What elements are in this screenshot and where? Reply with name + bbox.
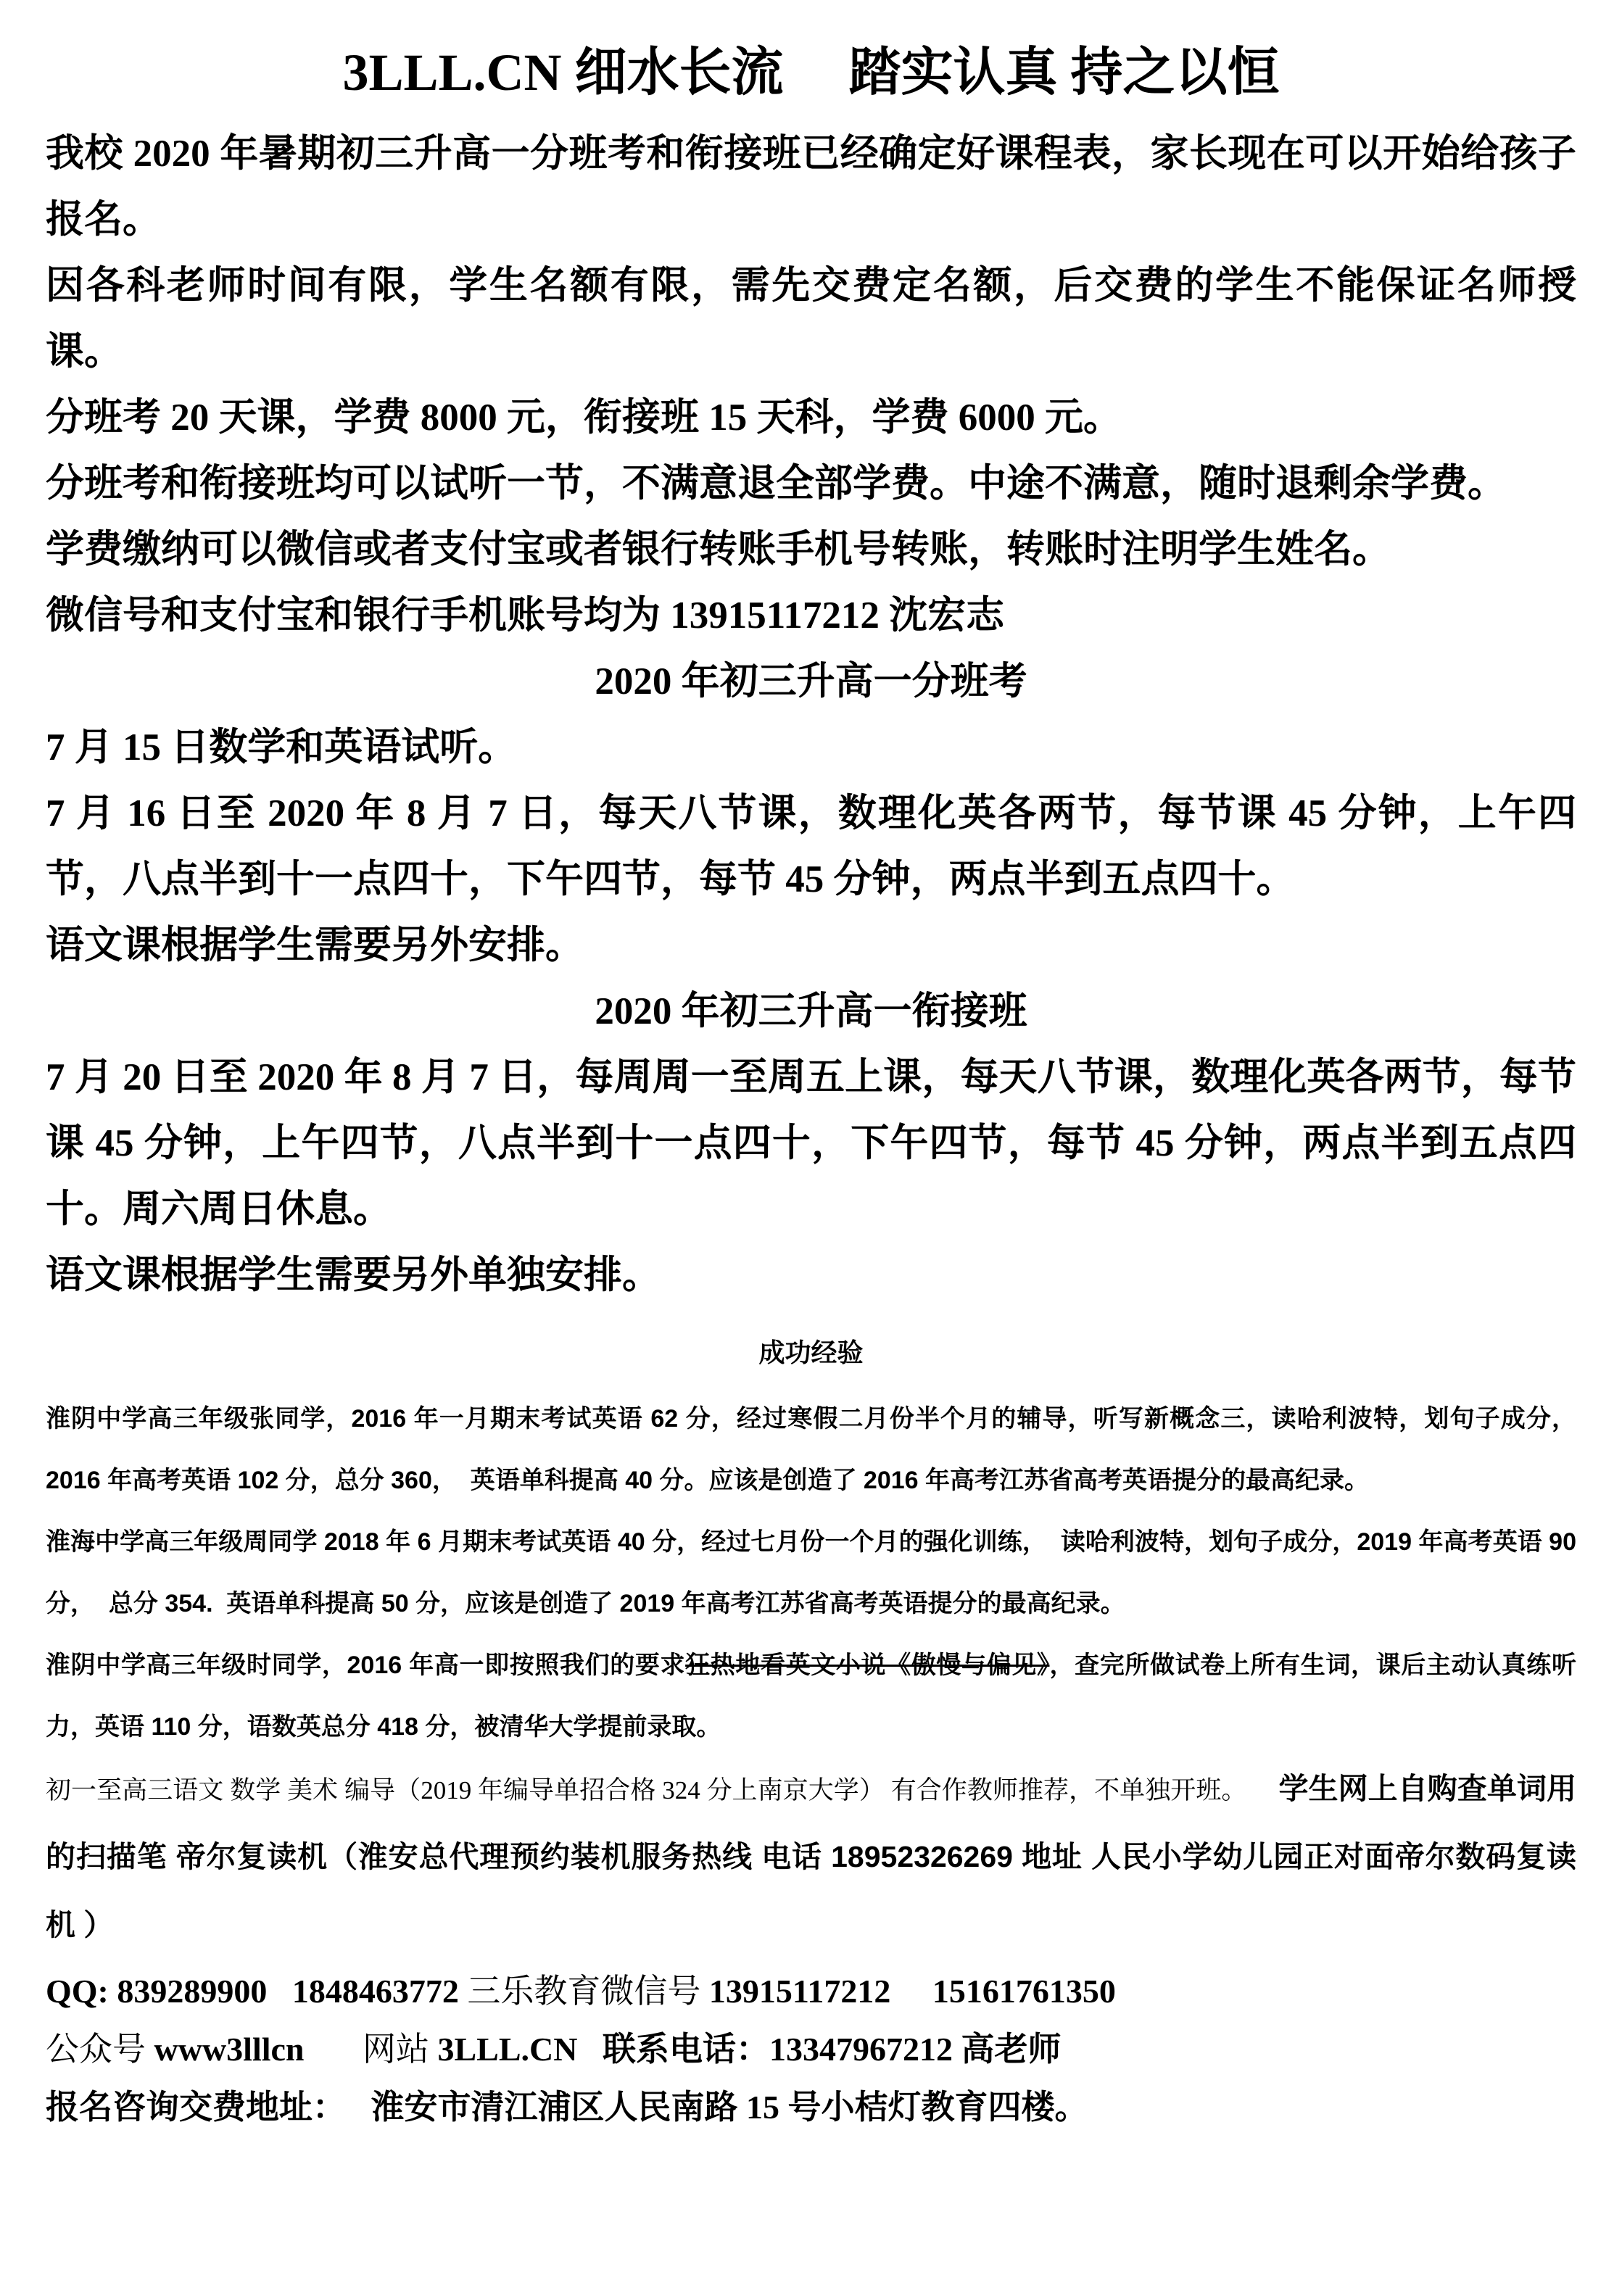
official-account-value: www3lllcn — [154, 2031, 305, 2068]
official-account-label: 公众号 — [46, 2031, 154, 2068]
intro-paragraph-payment: 学费缴纳可以微信或者支付宝或者银行转账手机号转账，转账时注明学生姓名。 — [46, 528, 1391, 571]
placement-exam-heading: 2020 年初三升高一分班考 — [595, 660, 1027, 703]
success-story-shi-suffix: ，查完所做试卷上所有生词，课后主动认真练听力，英语 110 分，语数英总分 418 分，被清华大学提前录取。 — [46, 1651, 1576, 1741]
bridge-class-chinese-note: 语文课根据学生需要另外单独安排。 — [46, 1253, 661, 1296]
success-story-zhang: 淮阴中学高三年级张同学，2016 年一月期末考试英语 62 分，经过寒假二月份半个月的辅导，听写新概念三，读哈利波特，划句子成分，2016 年高考英语 102 分，总分 360， 英语单科提高 40 分。应该是创造了 2016 年高考江苏省高考英语提分的最高纪录。 — [46, 1405, 1576, 1495]
courses-note-scanner-pen: 学生网上自购查单词用的扫描笔 帝尔复读机（淮安总代理预约装机服务热线 电话 18952326269 地址 人民小学幼儿园正对面帝尔数码复读机 ） — [46, 1772, 1576, 1942]
contact-phone-teacher: 联系电话：13347967212 高老师 — [577, 2031, 1062, 2068]
website-value: 3LLL.CN — [437, 2031, 578, 2068]
intro-paragraph-account: 微信号和支付宝和银行手机账号均为 13915117212 沈宏志 — [46, 594, 1005, 637]
contact-line-qq-wechat — [46, 1963, 1576, 2021]
courses-note-subjects: 初一至高三语文 数学 美术 编导（2019 年编导单招合格 324 分上南京大学） 有合作教师推荐，不单独开班。 — [46, 1776, 1279, 1805]
website-label: 网站 — [304, 2031, 438, 2068]
courses-note — [46, 1758, 1576, 1963]
page-title: 3LLL.CN 细水长流 踏实认真 持之以恒 — [342, 43, 1280, 101]
intro-paragraph-tuition: 分班考 20 天课，学费 8000 元，衔接班 15 天科，学费 6000 元。 — [46, 396, 1122, 439]
success-story-shi-prefix: 淮阴中学高三年级时同学，2016 年高一即按照我们的要求 — [46, 1651, 686, 1680]
qq-numbers: QQ: 839289900 1848463772 — [46, 1973, 468, 2010]
success-section-heading: 成功经验 — [758, 1337, 864, 1367]
intro-paragraph-refund: 分班考和衔接班均可以试听一节，不满意退全部学费。中途不满意，随时退剩余学费。 — [46, 462, 1506, 505]
success-story-shi-strikethrough-text: 狂热地看英文小说《傲慢与偏见》 — [685, 1651, 1050, 1680]
success-story-shi — [46, 1635, 1576, 1758]
wechat-label: 三乐教育微信号 — [467, 1973, 709, 2010]
bridge-class-schedule: 7 月 20 日至 2020 年 8 月 7 日，每周周一至周五上课，每天八节课，数理化英各两节，每节课 45 分钟，上午四节，八点半到十一点四十，下午四节，每节 45 分钟，两点半到五点四十。周六周日休息。 — [46, 1056, 1576, 1230]
contact-line-address: 报名咨询交费地址： 淮安市清江浦区人民南路 15 号小桔灯教育四楼。 — [46, 2089, 1088, 2126]
intro-paragraph-signup: 我校 2020 年暑期初三升高一分班考和衔接班已经确定好课程表，家长现在可以开始给孩子报名。 — [46, 132, 1576, 241]
placement-exam-chinese-note: 语文课根据学生需要另外安排。 — [46, 924, 584, 966]
contact-line-web-phone — [46, 2021, 1576, 2079]
intro-paragraph-quota: 因各科老师时间有限，学生名额有限，需先交费定名额，后交费的学生不能保证名师授课。 — [46, 264, 1576, 373]
placement-exam-trial-date: 7 月 15 日数学和英语试听。 — [46, 726, 517, 768]
wechat-numbers: 13915117212 15161761350 — [708, 1973, 1116, 2010]
success-story-zhou: 淮海中学高三年级周同学 2018 年 6 月期末考试英语 40 分，经过七月份一个月的强化训练， 读哈利波特，划句子成分，2019 年高考英语 90 分， 总分 354. 英语单科提高 50 分，应该是创造了 2019 年高考江苏省高考英语提分的最高纪录。 — [46, 1528, 1584, 1618]
placement-exam-schedule: 7 月 16 日至 2020 年 8 月 7 日，每天八节课，数理化英各两节，每节课 45 分钟，上午四节，八点半到十一点四十，下午四节，每节 45 分钟，两点半到五点四十。 — [46, 792, 1576, 900]
bridge-class-heading: 2020 年初三升高一衔接班 — [595, 990, 1027, 1032]
